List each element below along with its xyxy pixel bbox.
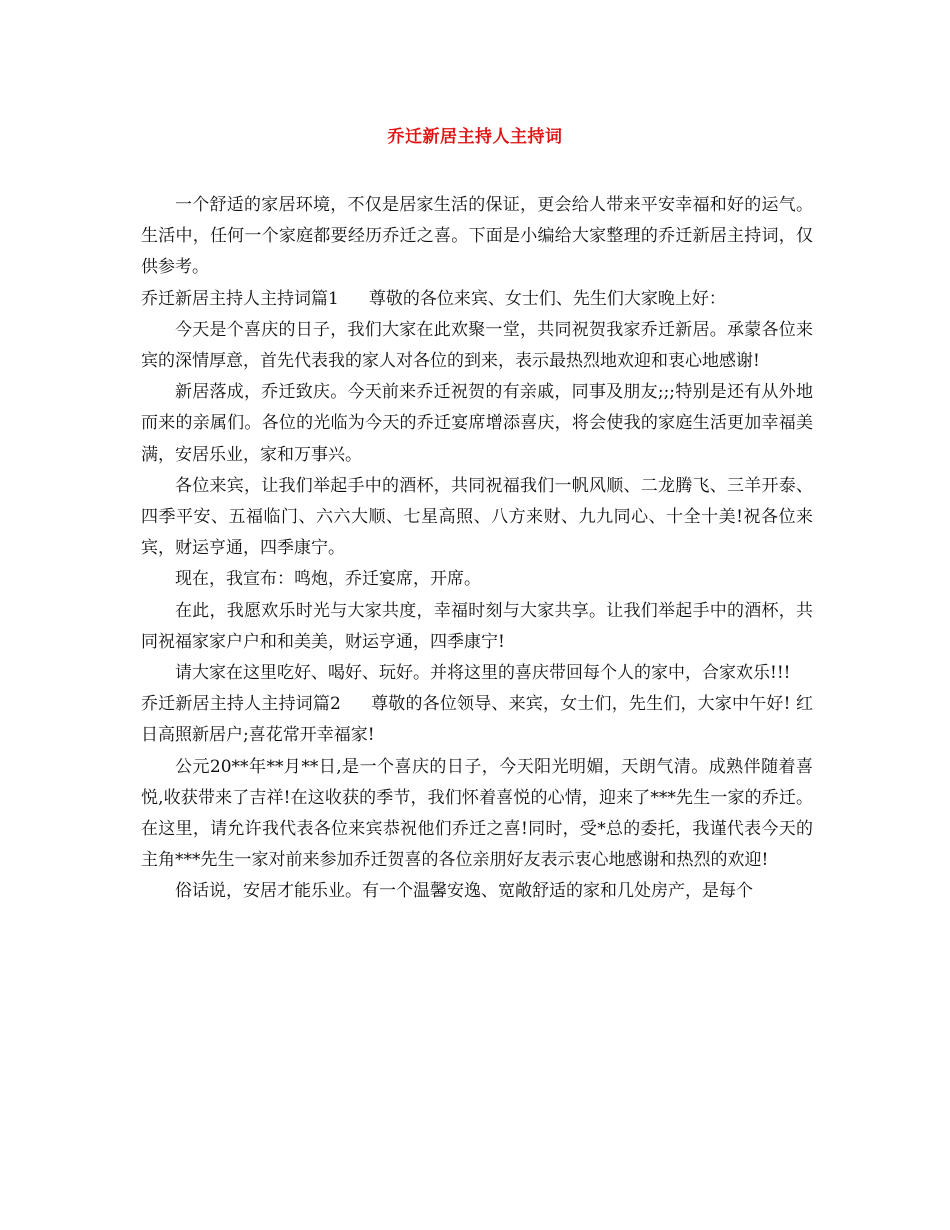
greeting-1: 尊敬的各位来宾、女士们、先生们大家晚上好： xyxy=(368,288,726,309)
section-heading-2-line xyxy=(141,689,813,751)
paragraph: 请大家在这里吃好、喝好、玩好。并将这里的喜庆带回每个人的家中，合家欢乐!!! xyxy=(175,663,791,684)
section-heading-2: 乔迁新居主持人主持词篇2 xyxy=(141,694,341,715)
paragraph: 俗话说，安居才能乐业。有一个温馨安逸、宽敞舒适的家和几处房产，是每个 xyxy=(175,881,753,902)
document-title: 乔迁新居主持人主持词 xyxy=(387,127,563,147)
paragraph: 今天是个喜庆的日子，我们大家在此欢聚一堂，共同祝贺我家乔迁新居。承蒙各位来宾的深情厚意，首先代表我的家人对各位的到来，表示最热烈地欢迎和衷心地感谢! xyxy=(141,319,813,372)
paragraph: 现在，我宣布：鸣炮，乔迁宴席，开席。 xyxy=(175,569,481,590)
section-heading-1: 乔迁新居主持人主持词篇1 xyxy=(141,288,339,309)
paragraph: 各位来宾，让我们举起手中的酒杯，共同祝福我们一帆风顺、二龙腾飞、三羊开泰、四季平安、五福临门、六六大顺、七星高照、八方来财、九九同心、十全十美!祝各位来宾，财运亨通，四季康宁。 xyxy=(141,475,813,559)
greeting-2: 尊敬的各位领导、来宾，女士们，先生们，大家中午好! 红日高照新居户;喜花常开幸福家! xyxy=(141,694,813,746)
paragraph-intro: 一个舒适的家居环境，不仅是居家生活的保证，更会给人带来平安幸福和好的运气。生活中，任何一个家庭都要经历乔迁之喜。下面是小编给大家整理的乔迁新居主持词，仅供参考。 xyxy=(141,195,813,278)
paragraph: 新居落成，乔迁致庆。今天前来乔迁祝贺的有亲戚，同事及朋友;;;特别是还有从外地而来的亲属们。各位的光临为今天的乔迁宴席增添喜庆，将会使我的家庭生活更加幸福美满，安居乐业，家和万事兴。 xyxy=(141,382,813,465)
section-heading-1-line xyxy=(141,284,813,315)
document-body xyxy=(141,190,813,908)
paragraph: 在此，我愿欢乐时光与大家共度，幸福时刻与大家共享。让我们举起手中的酒杯，共同祝福家家户户和和美美，财运亨通，四季康宁! xyxy=(141,600,813,652)
paragraph: 公元20**年**月**日,是一个喜庆的日子，今天阳光明媚，天朗气清。成熟伴随着喜悦,收获带来了吉祥!在这收获的季节，我们怀着喜悦的心情，迎来了***先生一家的乔迁。在这里，请允许我代表各位来宾恭祝他们乔迁之喜!同时，受*总的委托，我谨代表今天的主角***先生一家对前来参加乔迁贺喜的各位亲朋好友表示衷心地感谢和热烈的欢迎! xyxy=(141,756,813,871)
